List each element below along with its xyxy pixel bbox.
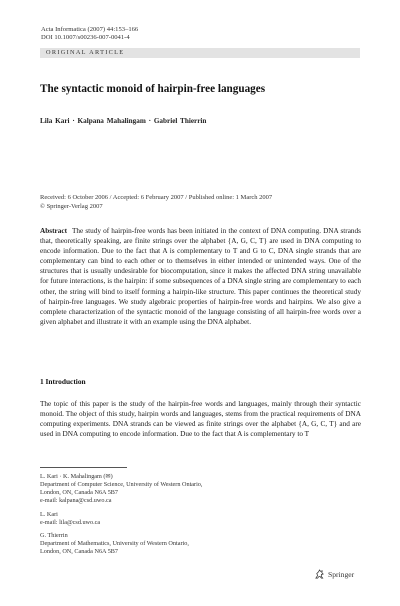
- publisher-name: Springer: [328, 569, 355, 579]
- journal-doi: DOI 10.1007/s00236-007-0041-4: [41, 34, 130, 42]
- affiliation-block: [40, 511, 202, 527]
- author-list: Lila Kari · Kalpana Mahalingam · Gabriel Thierrin: [40, 117, 207, 125]
- publisher-logo: [314, 568, 354, 580]
- affiliation-line: Department of Mathematics, University of Western Ontario,: [40, 540, 189, 548]
- affiliation-block: [40, 473, 202, 505]
- paper-title: The syntactic monoid of hairpin-free languages: [40, 83, 266, 95]
- footnote-divider: [40, 467, 127, 468]
- author-affiliations: [40, 473, 202, 562]
- affiliation-line: London, ON, Canada N6A 5B7: [40, 548, 119, 556]
- affiliation-names: G. Thierrin: [40, 532, 68, 540]
- affiliation-line: London, ON, Canada N6A 5B7: [40, 488, 119, 496]
- abstract-label: Abstract: [40, 227, 67, 235]
- affiliation-email: e-mail: kalpana@csd.uwo.ca: [40, 496, 112, 504]
- copyright-notice: © Springer-Verlag 2007: [40, 202, 103, 210]
- affiliation-block: [40, 532, 202, 556]
- abstract: [40, 226, 361, 327]
- abstract-text: The study of hairpin-free words has been initiated in the context of DNA computing. DNA strands that, theoretically speaking, are finite strings over the alphabet {A, G, C, T} are used in DNA computing to encode information. Due to the fact that A is complementary to T and G to C, DNA single strands that are complementary can bind to each other or to themselves in either intended or unintended ways. One of the structures that is usually undesirable for biocomputation, since it makes the affected DNA string unavailable for future interactions, is the hairpin: if some subsequences of a DNA single string are complementary to each other, the string will bind to itself forming a hairpin-like structure. This paper continues the theoretical study of hairpin-free languages. We study algebraic properties of hairpin-free words and hairpins. We also give a complete characterization of the syntactic monoid of the language consisting of all hairpin-free words over a given alphabet and illustrate it with an example using the DNA alphabet.: [40, 227, 361, 326]
- affiliation-names: L. Kari · K. Mahalingam (✉): [40, 473, 113, 480]
- journal-info: [41, 26, 138, 43]
- article-type-banner: ORIGINAL ARTICLE: [40, 48, 360, 58]
- journal-citation: Acta Informatica (2007) 44:153–166: [41, 26, 139, 33]
- affiliation-email: e-mail: lila@csd.uwo.ca: [40, 518, 101, 526]
- springer-horse-icon: [314, 569, 325, 580]
- section-heading: 1 Introduction: [40, 377, 86, 386]
- affiliation-line: Department of Computer Science, University of Western Ontario,: [40, 480, 203, 488]
- publication-dates: [40, 194, 272, 211]
- publication-history: Received: 6 October 2006 / Accepted: 6 February 2007 / Published online: 1 March 2007: [40, 194, 273, 201]
- affiliation-names: L. Kari: [40, 510, 58, 518]
- introduction-text: The topic of this paper is the study of the hairpin-free words and languages, mainly through their syntactic monoid. The object of this study, hairpin words and languages, stems from the practical requirements of DNA computing experiments. DNA strands can be viewed as finite strings over the alphabet {A, G, C, T} and are used in DNA computing to encode information. Due to the fact that A is complementary to T: [40, 400, 361, 439]
